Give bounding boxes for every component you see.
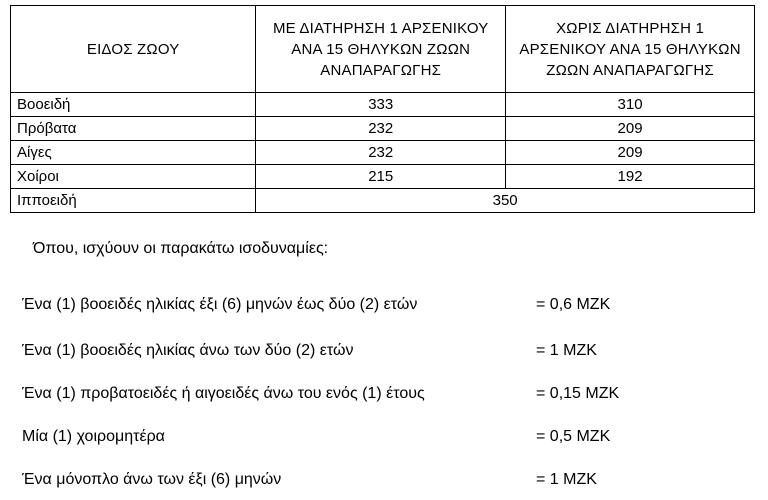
equivalences-intro: Όπου, ισχύουν οι παρακάτω ισοδυναμίες: (33, 240, 329, 257)
without-male-cell: 209 (506, 117, 755, 141)
table-header-row (11, 6, 755, 93)
equivalence-row (22, 426, 742, 448)
without-male-cell: 192 (506, 165, 755, 189)
table-row (11, 117, 755, 141)
equivalence-desc: Ένα μόνοπλο άνω των έξι (6) μηνών (22, 471, 282, 488)
merged-value-cell: 350 (256, 189, 755, 213)
equivalence-value: = 1 ΜΖΚ (536, 471, 597, 488)
animal-cell: Ιπποειδή (11, 189, 256, 213)
equivalence-value: = 0,6 ΜΖΚ (536, 296, 611, 313)
equivalence-row (22, 469, 742, 491)
animal-cell: Αίγες (11, 141, 256, 165)
equivalence-desc: Ένα (1) προβατοειδές ή αιγοειδές άνω του ενός (1) έτους (22, 385, 425, 402)
header-animal-type: ΕΙΔΟΣ ΖΩΟΥ (11, 6, 256, 93)
header-with-male: ΜΕ ΔΙΑΤΗΡΗΣΗ 1 ΑΡΣΕΝΙΚΟΥ ΑΝΑ 15 ΘΗΛΥΚΩΝ ΖΩΩΝ ΑΝΑΠΑΡΑΓΩΓΗΣ (256, 6, 506, 93)
animal-cell: Χοίροι (11, 165, 256, 189)
table-row (11, 165, 755, 189)
equivalence-value: = 0,15 ΜΖΚ (536, 385, 620, 402)
with-male-cell: 232 (256, 117, 506, 141)
animal-cell: Πρόβατα (11, 117, 256, 141)
table-row (11, 93, 755, 117)
without-male-cell: 209 (506, 141, 755, 165)
without-male-cell: 310 (506, 93, 755, 117)
with-male-cell: 215 (256, 165, 506, 189)
equivalence-row (22, 340, 742, 362)
livestock-table (10, 5, 755, 213)
with-male-cell: 232 (256, 141, 506, 165)
equivalence-desc: Ένα (1) βοοειδές ηλικίας έξι (6) μηνών έως δύο (2) ετών (22, 296, 418, 313)
header-without-male: ΧΩΡΙΣ ΔΙΑΤΗΡΗΣΗ 1 ΑΡΣΕΝΙΚΟΥ ΑΝΑ 15 ΘΗΛΥΚΩΝ ΖΩΩΝ ΑΝΑΠΑΡΑΓΩΓΗΣ (506, 6, 755, 93)
equivalence-row (22, 383, 742, 405)
equivalence-desc: Μία (1) χοιρομητέρα (22, 428, 165, 445)
equivalence-row (22, 294, 742, 316)
equivalence-desc: Ένα (1) βοοειδές ηλικίας άνω των δύο (2) ετών (22, 342, 354, 359)
animal-cell: Βοοειδή (11, 93, 256, 117)
equivalence-value: = 1 ΜΖΚ (536, 342, 597, 359)
equivalence-value: = 0,5 ΜΖΚ (536, 428, 611, 445)
with-male-cell: 333 (256, 93, 506, 117)
table-row (11, 189, 755, 213)
table-row (11, 141, 755, 165)
